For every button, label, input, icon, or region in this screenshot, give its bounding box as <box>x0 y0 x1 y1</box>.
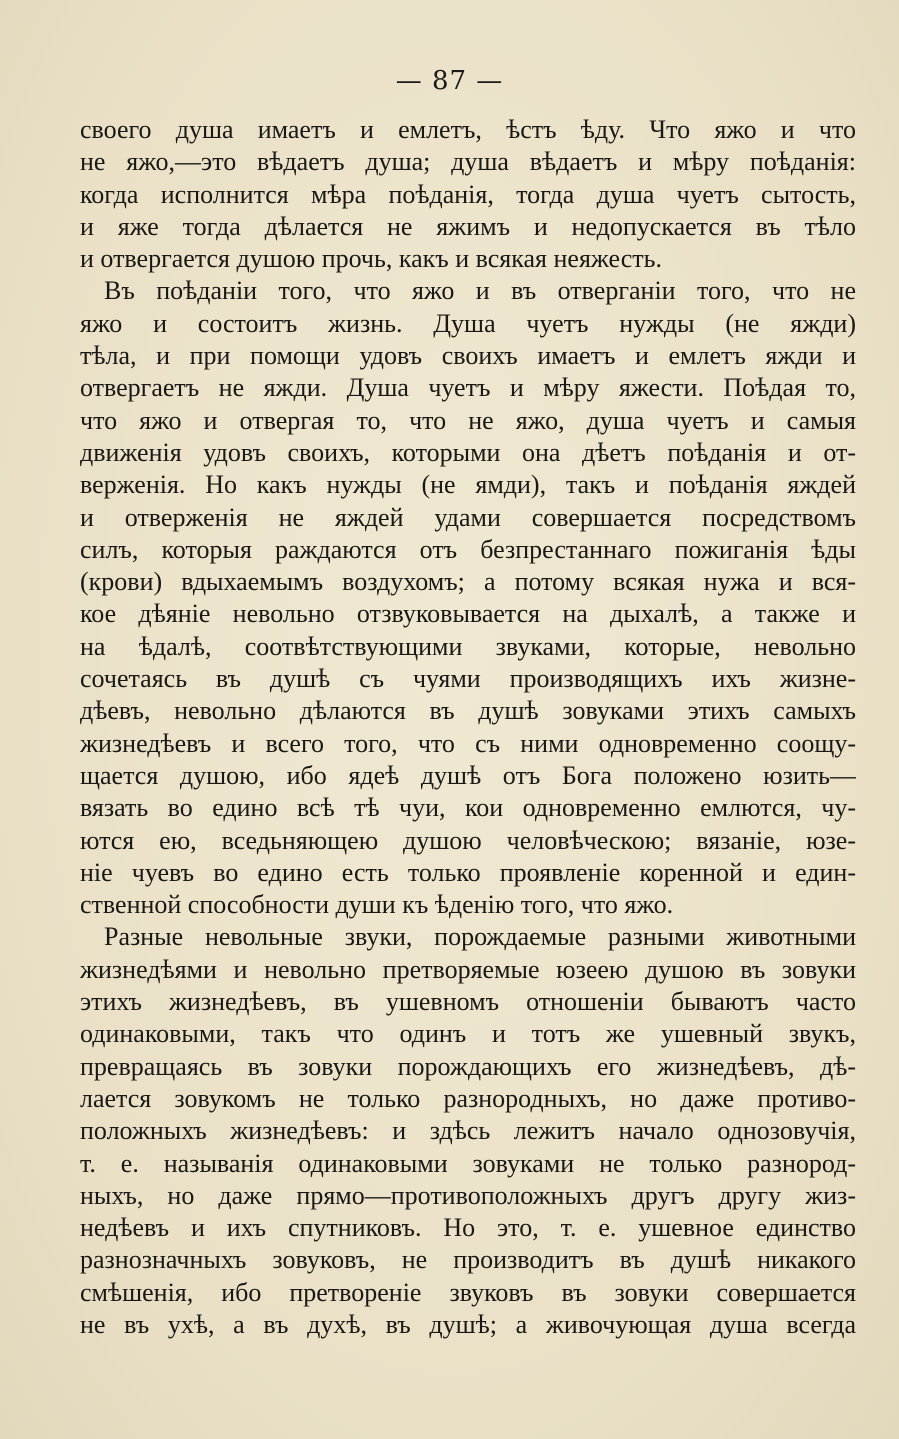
text-line: движенія удовъ своихъ, которыми она дѣетъ поѣданія и от- <box>80 437 856 467</box>
text-line: кое дѣяніе невольно отзвуковывается на дыхалѣ, а также и <box>80 599 856 629</box>
text-line: яжо и состоитъ жизнь. Душа чуетъ нужды (не яжди) <box>80 308 856 338</box>
text-line: положныхъ жизнедѣевъ: и здѣсь лежитъ начало однозовучія, <box>80 1116 856 1146</box>
text-line: разнозначныхъ зовуковъ, не производитъ въ душѣ никакого <box>80 1245 856 1275</box>
text-line: Разные невольные звуки, порождаемые разными животными <box>104 922 856 952</box>
text-line: этихъ жизнедѣевъ, въ ушевномъ отношеніи бываютъ часто <box>80 987 856 1017</box>
text-line: и отверженія не яждей удами совершается посредствомъ <box>80 502 856 532</box>
paragraph <box>80 114 856 275</box>
text-line: своего душа имаетъ и емлетъ, ѣстъ ѣду. Что яжо и что <box>80 115 856 144</box>
text-line: когда исполнится мѣра поѣданія, тогда душа чуетъ сытость, <box>80 179 856 209</box>
text-line: не яжо,—это вѣдаетъ душа; душа вѣдаетъ и мѣру поѣданія: <box>80 147 856 177</box>
text-line: дѣевъ, невольно дѣлаются въ душѣ зовуками этихъ самыхъ <box>80 696 856 726</box>
text-line: щается душою, ибо ядеѣ душѣ отъ Бога положено юзить— <box>80 760 856 790</box>
text-line: на ѣдалѣ, соотвѣтствующими звуками, которые, невольно <box>80 631 856 661</box>
text-line: недѣевъ и ихъ спутниковъ. Но это, т. е. ушевное единство <box>80 1213 856 1243</box>
text-line: сочетаясь въ душѣ съ чуями производящихъ ихъ жизне- <box>80 664 856 694</box>
page-number: — 87 — <box>395 66 504 96</box>
text-line: смѣшенія, ибо претвореніе звуковъ въ зовуки совершается <box>80 1277 856 1307</box>
text-line: Въ поѣданіи того, что яжо и въ отверганіи того, что не <box>104 276 856 306</box>
text-line: т. е. называнія одинаковыми зовуками не только разнород- <box>80 1148 856 1178</box>
text-line: тѣла, и при помощи удовъ своихъ имаетъ и емлетъ яжди и <box>80 341 856 371</box>
text-line: (крови) вдыхаемымъ воздухомъ; а потому всякая нужа и вся- <box>80 567 856 597</box>
paragraph <box>80 921 856 1341</box>
text-line: вязать во едино всѣ тѣ чуи, кои одновременно емлются, чу- <box>80 793 856 823</box>
page-text <box>80 114 856 1341</box>
text-line: жизнедѣевъ и всего того, что съ ними одновременно соощу- <box>80 728 856 758</box>
text-line: и яже тогда дѣлается не яжимъ и недопускается въ тѣло <box>80 211 856 241</box>
text-line: ныхъ, но даже прямо—противоположныхъ другъ другу жиз- <box>80 1180 856 1210</box>
text-line: не въ ухѣ, а въ духѣ, въ душѣ; а живочующая душа всегда <box>80 1309 856 1339</box>
text-line: лается зовукомъ не только разнородныхъ, но даже противо- <box>80 1083 856 1113</box>
text-line: верженія. Но какъ нужды (не ямди), такъ и поѣданія яждей <box>80 470 856 500</box>
text-line: ніе чуевъ во едино есть только проявленіе коренной и един- <box>80 857 856 887</box>
text-line: ются ею, вседьняющею душою человѣческою; вязаніе, юзе- <box>80 825 856 855</box>
text-line: что яжо и отвергая то, что не яжо, душа чуетъ и самыя <box>80 405 856 435</box>
text-line: силъ, которыя раждаются отъ безпрестаннаго пожиганія ѣды <box>80 534 856 564</box>
text-line: жизнедѣями и невольно претворяемые юзеею душою въ зовуки <box>80 954 856 984</box>
text-line: и отвергается душою прочь, какъ и всякая неяжесть. <box>80 244 662 274</box>
text-line: одинаковыми, такъ что одинъ и тотъ же ушевный звукъ, <box>80 1019 856 1049</box>
text-line: превращаясь въ зовуки порождающихъ его жизнедѣевъ, дѣ- <box>80 1051 856 1081</box>
paragraph <box>80 275 856 921</box>
text-line: ственной способности души къ ѣденію того, что яжо. <box>80 890 674 920</box>
text-line: отвергаетъ не яжди. Душа чуетъ и мѣру яжести. Поѣдая то, <box>80 373 856 403</box>
